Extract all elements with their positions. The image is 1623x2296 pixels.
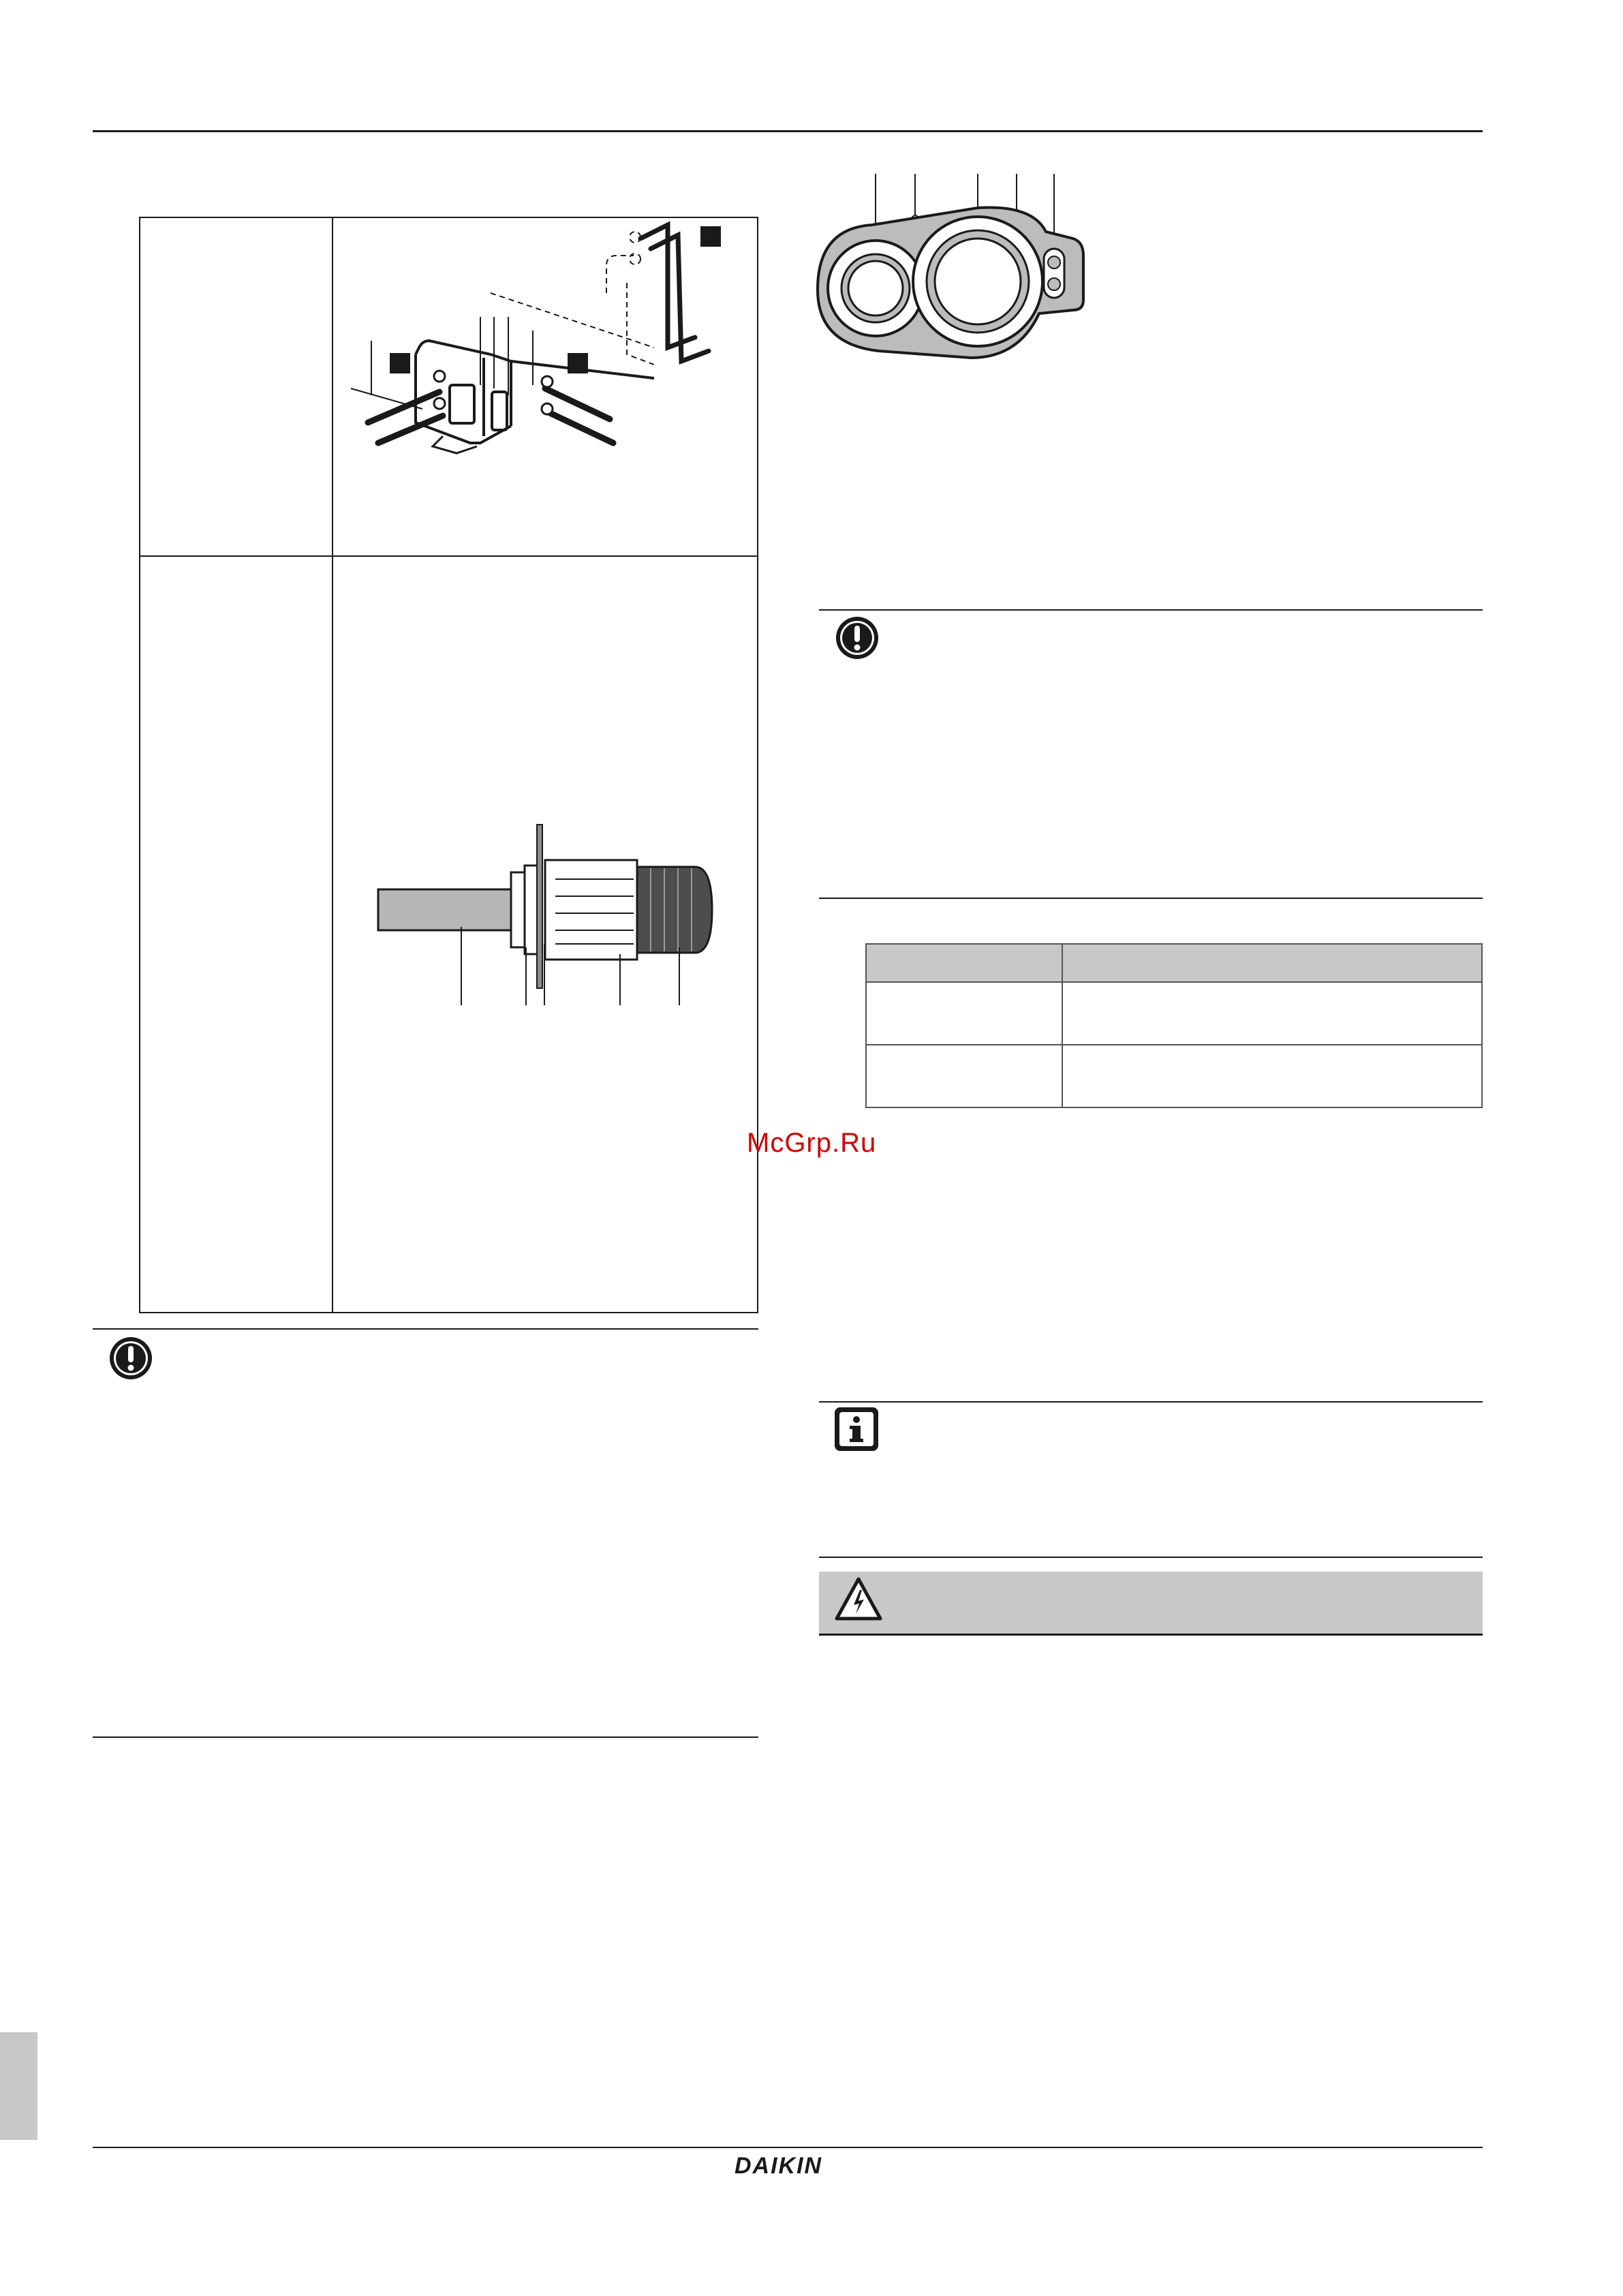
left-important-bottom-rule xyxy=(93,1736,758,1738)
table-row xyxy=(866,982,1482,1045)
right-important-top-rule xyxy=(819,609,1483,611)
insulation-cross-section-illustration xyxy=(814,174,1094,371)
right-important-bottom-rule xyxy=(819,898,1483,899)
table-row xyxy=(866,1045,1482,1107)
exclamation-circle-icon xyxy=(107,1334,155,1382)
table-header-cell xyxy=(866,944,1062,982)
table-header-cell xyxy=(1062,944,1482,982)
footer-rule xyxy=(93,2147,1483,2148)
procedure-table-row-divider xyxy=(139,555,758,557)
exclamation-circle-icon xyxy=(833,614,881,662)
watermark: McGrp.Ru xyxy=(747,1128,877,1158)
procedure-table-column-divider xyxy=(332,217,333,1313)
information-icon xyxy=(833,1405,880,1453)
table-header-row xyxy=(866,944,1482,982)
pipe-connection-illustration xyxy=(341,218,749,491)
spec-table xyxy=(865,943,1483,1108)
table-cell xyxy=(1062,982,1482,1045)
header-rule xyxy=(93,130,1483,132)
footer-brand-logo: DAIKIN xyxy=(735,2153,823,2179)
electric-shock-warning-icon xyxy=(834,1576,883,1623)
info-note-bottom-rule xyxy=(819,1557,1483,1558)
table-cell xyxy=(866,982,1062,1045)
hose-coupling-illustration xyxy=(375,818,715,1009)
info-note-top-rule xyxy=(819,1401,1483,1403)
table-cell xyxy=(866,1045,1062,1107)
side-tab xyxy=(0,2032,37,2140)
danger-band xyxy=(819,1572,1483,1636)
table-cell xyxy=(1062,1045,1482,1107)
left-important-top-rule xyxy=(93,1328,758,1330)
